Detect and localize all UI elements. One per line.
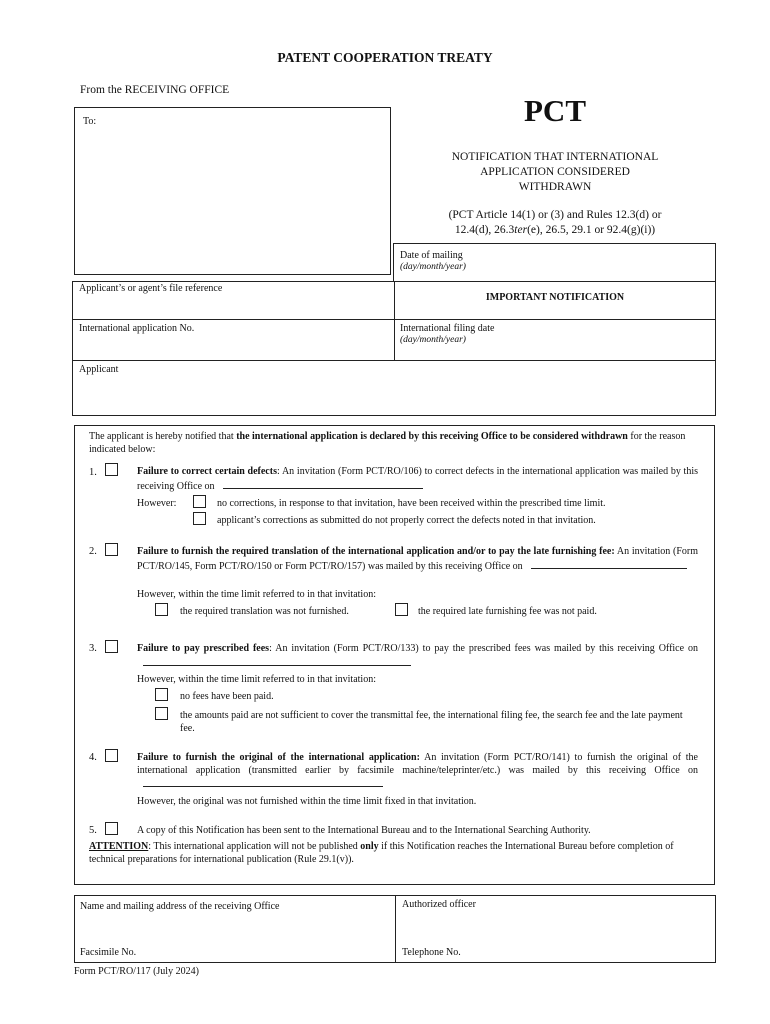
- to-label: To:: [83, 116, 97, 127]
- international-application-no-label: International application No.: [79, 323, 195, 334]
- file-reference-label: Applicant’s or agent’s file reference: [79, 283, 223, 294]
- section-1-checkbox[interactable]: [105, 463, 118, 476]
- attention-note: ATTENTION: This international application will not be published only if this Notification reaches the International Bureau before completion of technical preparations for international publication (Rule 29.1(v)).: [89, 841, 674, 865]
- important-notification: IMPORTANT NOTIFICATION: [485, 292, 625, 303]
- section-4-date-line[interactable]: [143, 777, 383, 787]
- footer-divider: [395, 896, 396, 962]
- international-filing-date-label: International filing date: [400, 323, 495, 334]
- section-2-number: 2.: [89, 546, 97, 557]
- section-2-option-1-text: the required translation was not furnished.: [180, 606, 349, 617]
- section-2-text: Failure to furnish the required translation of the international application and/or to pay the late furnishing fee: An invitation (Form PCT/RO/145, Form PCT/RO/150 or Form PCT/RO/157) was mailed by this receiving Office on: [137, 546, 698, 572]
- section-3-within: However, within the time limit referred to in that invitation:: [137, 674, 376, 685]
- notification-title-line: NOTIFICATION THAT INTERNATIONAL: [451, 151, 659, 163]
- section-2-checkbox[interactable]: [105, 543, 118, 556]
- section-1-option-1-checkbox[interactable]: [193, 495, 206, 508]
- section-2-option-2-text: the required late furnishing fee was not paid.: [418, 606, 597, 617]
- section-3-text: Failure to pay prescribed fees: An invitation (Form PCT/RO/133) to pay the prescribed fees was mailed by this receiving Office on: [137, 643, 698, 670]
- section-3-option-2-checkbox[interactable]: [155, 707, 168, 720]
- section-4-number: 4.: [89, 752, 97, 763]
- from-receiving-office: From the RECEIVING OFFICE: [80, 84, 230, 96]
- section-1-text: Failure to correct certain defects: An invitation (Form PCT/RO/106) to correct defects in the international application was mailed by this receiving Office on: [137, 466, 699, 492]
- section-4-text: Failure to furnish the original of the international application: An invitation (Form PCT/RO/141) to furnish the original of the international application (transmitted earlier by facsimile machine/teleprinter/etc.) was mailed by this receiving Office on: [137, 752, 698, 792]
- receiving-office-address-label: Name and mailing address of the receiving Office: [80, 901, 280, 912]
- attention-label: ATTENTION: [89, 841, 149, 852]
- section-4-note: However, the original was not furnished within the time limit fixed in that invitation.: [137, 796, 477, 807]
- section-1-number: 1.: [89, 467, 97, 478]
- legal-basis: [395, 208, 715, 238]
- section-4-checkbox[interactable]: [105, 749, 118, 762]
- notification-title-line: APPLICATION CONSIDERED: [480, 166, 630, 178]
- facsimile-label: Facsimile No.: [80, 947, 137, 958]
- date-of-mailing-box[interactable]: [393, 243, 716, 282]
- grid-divider-h1: [73, 319, 715, 320]
- notification-body-box: [74, 425, 715, 885]
- section-3-checkbox[interactable]: [105, 640, 118, 653]
- date-of-mailing-label: Date of mailing: [400, 250, 463, 261]
- section-1-option-2-text: applicant’s corrections as submitted do not properly correct the defects noted in that invitation.: [217, 515, 596, 526]
- section-2-option-2-checkbox[interactable]: [395, 603, 408, 616]
- section-3-option-2-text: the amounts paid are not sufficient to cover the transmittal fee, the international filing fee, the search fee and the late payment fee.: [180, 710, 683, 734]
- grid-divider-h2: [73, 360, 715, 361]
- section-5-checkbox[interactable]: [105, 822, 118, 835]
- to-address-box: [74, 107, 391, 275]
- footer-box: [74, 895, 716, 963]
- authorized-officer-label: Authorized officer: [402, 899, 476, 910]
- form-id: Form PCT/RO/117 (July 2024): [74, 966, 199, 977]
- section-3-option-1-text: no fees have been paid.: [180, 691, 274, 702]
- section-2-date-line[interactable]: [531, 559, 687, 569]
- section-3-number: 3.: [89, 643, 97, 654]
- section-1-option-2-checkbox[interactable]: [193, 512, 206, 525]
- section-1-date-line[interactable]: [223, 479, 423, 489]
- telephone-label: Telephone No.: [402, 947, 461, 958]
- section-1-however: However:: [137, 498, 177, 509]
- section-3-option-1-checkbox[interactable]: [155, 688, 168, 701]
- legal-basis-line2: 12.4(d), 26.3ter(e), 26.5, 29.1 or 92.4(g)(i)): [454, 224, 656, 236]
- pct-logo: PCT: [524, 93, 586, 128]
- form-title: PATENT COOPERATION TREATY: [277, 50, 493, 65]
- intro-text: The applicant is hereby notified that the international application is declared by this receiving Office to be considered withdrawn for the reason indicated below:: [89, 431, 686, 455]
- legal-basis-line1: (PCT Article 14(1) or (3) and Rules 12.3(d) or: [448, 209, 662, 221]
- notification-title-line: WITHDRAWN: [518, 181, 592, 193]
- application-info-grid: [72, 281, 716, 416]
- applicant-label: Applicant: [79, 364, 119, 375]
- section-5-number: 5.: [89, 825, 97, 836]
- section-1-option-1-text: no corrections, in response to that invitation, have been received within the prescribed time limit.: [217, 498, 606, 509]
- date-of-mailing-format: (day/month/year): [400, 262, 466, 272]
- filing-date-format: (day/month/year): [400, 335, 466, 345]
- section-5-text: A copy of this Notification has been sent to the International Bureau and to the International Searching Authority.: [137, 825, 591, 836]
- notification-title: [395, 150, 715, 195]
- section-2-within: However, within the time limit referred to in that invitation:: [137, 589, 376, 600]
- section-3-date-line[interactable]: [143, 656, 411, 666]
- section-2-option-1-checkbox[interactable]: [155, 603, 168, 616]
